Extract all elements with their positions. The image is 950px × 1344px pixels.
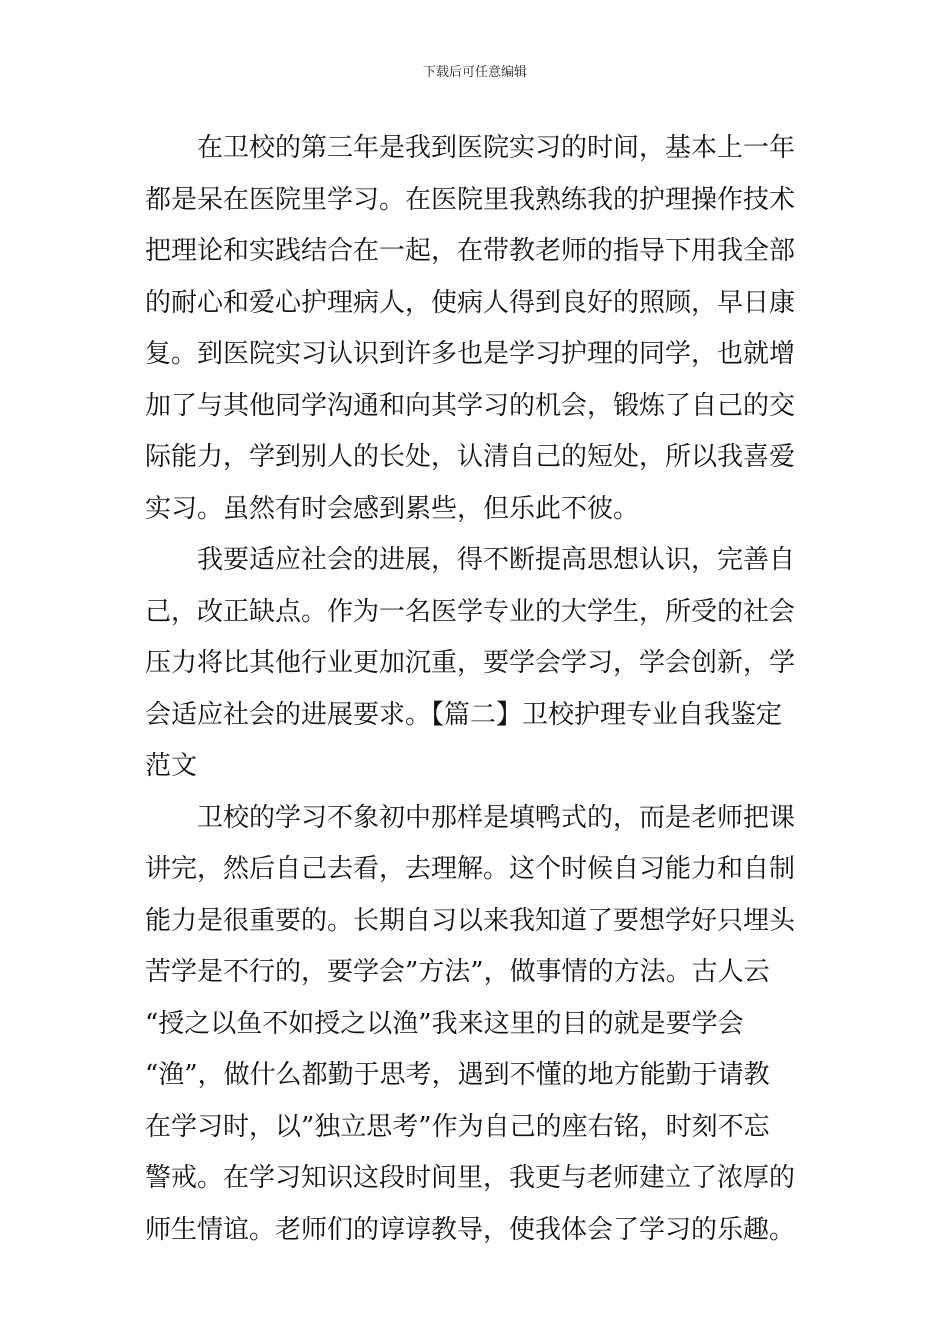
text-line: “渔”，做什么都勤于思考，遇到不懂的地方能勤于请教	[145, 1060, 770, 1090]
text-line: 复。到医院实习认识到许多也是学习护理的同学，也就增	[145, 339, 796, 369]
document-body	[145, 123, 815, 1256]
text-line: 实习。虽然有时会感到累些，但乐此不彼。	[145, 493, 640, 524]
text-line: 讲完，然后自己去看，去理解。这个时候自习能力和自制	[145, 854, 796, 884]
text-line: 能力是很重要的。长期自习以来我知道了要想学好只埋头	[145, 905, 796, 936]
text-line: 在学习时，以”独立思考”作为自己的座右铭，时刻不忘	[145, 1111, 770, 1142]
text-line: 苦学是不行的，要学会”方法”，做事情的方法。古人云	[145, 957, 770, 987]
paragraph-3	[145, 793, 815, 1257]
text-line: 警戒。在学习知识这段时间里，我更与老师建立了浓厚的	[145, 1163, 796, 1193]
text-line: 我要适应社会的进展，得不断提高思想认识，完善自	[197, 545, 796, 575]
text-line: 都是呆在医院里学习。在医院里我熟练我的护理操作技术	[145, 184, 796, 215]
text-line: 压力将比其他行业更加沉重，要学会学习，学会创新，学	[145, 648, 796, 678]
text-line: 范文	[145, 751, 198, 781]
text-line: 的耐心和爱心护理病人，使病人得到良好的照顾，早日康	[145, 287, 796, 318]
text-line: 把理论和实践结合在一起，在带教老师的指导下用我全部	[145, 236, 796, 266]
text-line: 际能力，学到别人的长处，认清自己的短处，所以我喜爱	[145, 442, 796, 472]
paragraph-2	[145, 535, 815, 793]
text-line: 加了与其他同学沟通和向其学习的机会，锻炼了自己的交	[145, 390, 796, 421]
text-line: “授之以鱼不如授之以渔”我来这里的目的就是要学会	[145, 1008, 744, 1039]
paragraph-1	[145, 123, 815, 535]
text-line: 卫校的学习不象初中那样是填鸭式的，而是老师把课	[197, 802, 796, 833]
text-line: 己，改正缺点。作为一名医学专业的大学生，所受的社会	[145, 596, 796, 627]
page-header: 下载后可任意编辑	[422, 65, 527, 80]
text-line: 会适应社会的进展要求。【篇二】卫校护理专业自我鉴定	[145, 699, 783, 730]
text-line: 师生情谊。老师们的谆谆教导，使我体会了学习的乐趣。	[145, 1214, 796, 1245]
text-line: 在卫校的第三年是我到医院实习的时间，基本上一年	[197, 133, 796, 163]
